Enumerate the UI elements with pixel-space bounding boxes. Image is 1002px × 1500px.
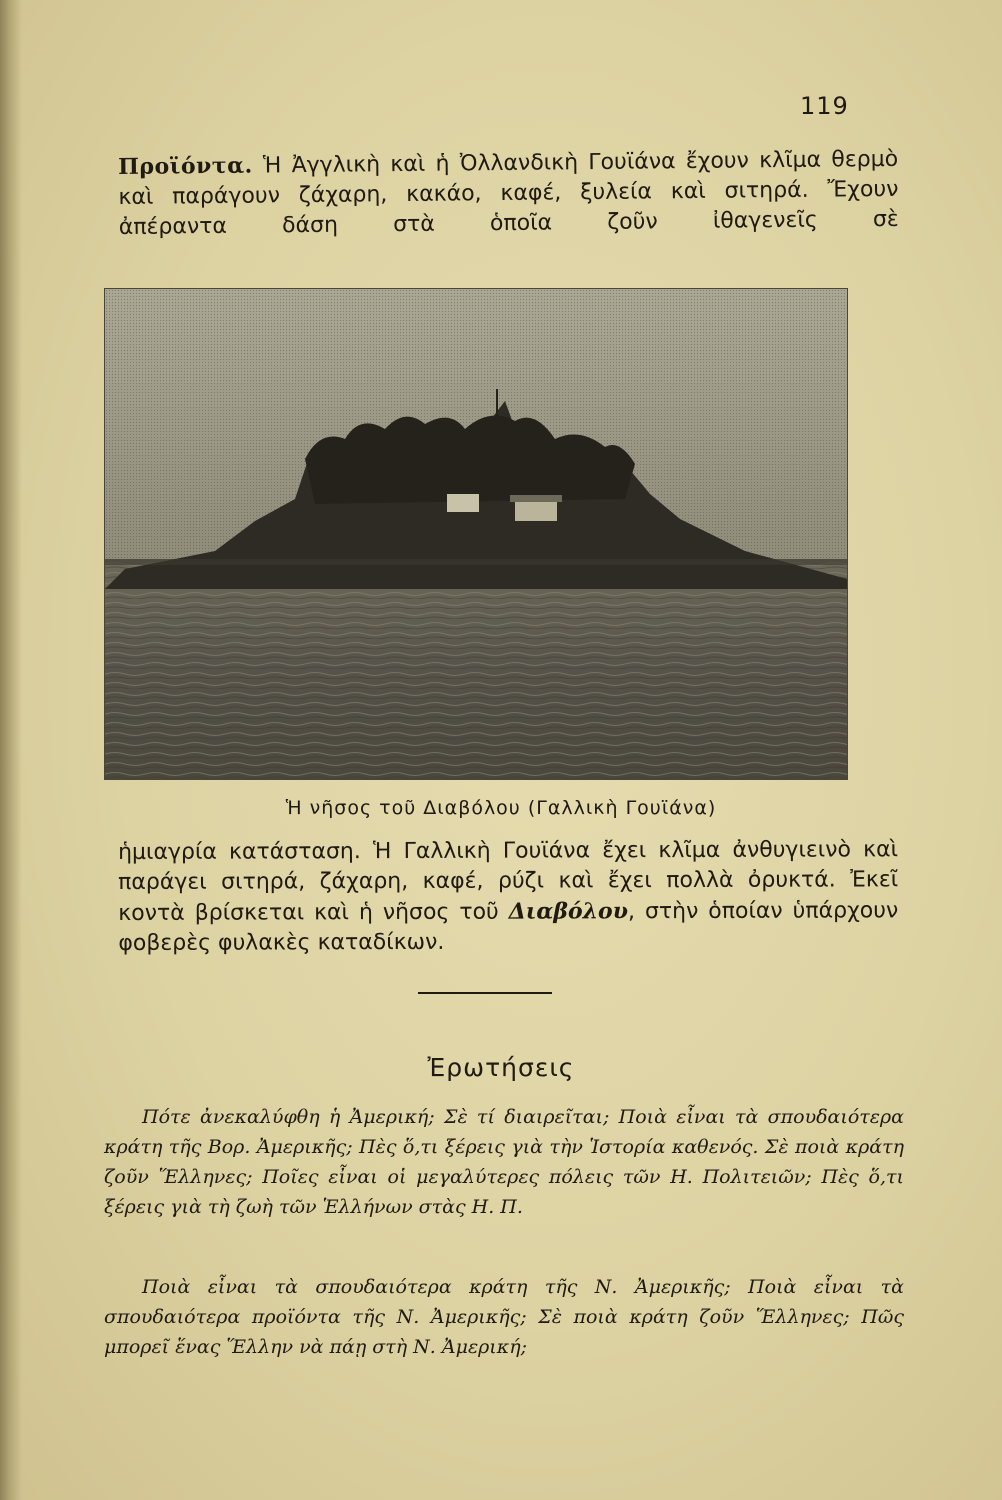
questions-south-america: Ποιὰ εἶναι τὰ σπουδαιότερα κράτη τῆς Ν. Ἀμερικῆς; Ποιὰ εἶναι τὰ σπουδαιότερα προϊόντα τῆς Ν. Ἀμερικῆς; Σὲ ποιὰ κράτη ζοῦν Ἕλληνες; Πῶς μπορεῖ ἕνας Ἕλλην νὰ πάῃ στὴ Ν. Ἀμερική;	[104, 1276, 904, 1358]
questions-north-america: Πότε ἀνεκαλύφθη ἡ Ἀμερική; Σὲ τί διαιρεῖται; Ποιὰ εἶναι τὰ σπουδαιότερα κράτη τῆς Βορ. Ἀμερικῆς; Πὲς ὅ,τι ξέρεις γιὰ τὴν Ἱστορία καθενός. Σὲ ποιὰ κράτη ζοῦν Ἕλληνες; Ποῖες εἶναι οἱ μεγαλύτερες πόλεις τῶν Η. Πολιτειῶν; Πὲς ὅ,τι ξέρεις γιὰ τὴ ζωὴ τῶν Ἑλλήνων στὰς Η. Π.	[104, 1106, 904, 1218]
emphasized-term: Διαβόλου	[508, 898, 629, 925]
photo-caption: Ἡ νῆσος τοῦ Διαβόλου (Γαλλικὴ Γουϊάνα)	[285, 797, 717, 819]
paragraph-french-guiana-text: ἡμιαγρία κατάσταση. Ἡ Γαλλικὴ Γουϊάνα ἔχει κλῖμα ἀνθυγιεινὸ καὶ παράγει σιτηρά, ζάχαρη, καφέ, ρύζι καὶ ἔχει πολλὰ ὀρυκτά. Ἐκεῖ κοντὰ βρίσκεται καὶ ἡ νῆσος τοῦ	[118, 837, 899, 926]
paragraph-products-text: Ἡ Ἀγγλικὴ καὶ ἡ Ὀλλανδικὴ Γουϊάνα ἔχουν κλῖμα θερμὸ καὶ παράγουν ζάχαρη, κακάο, καφέ, ξυλεία καὶ σιτηρά. Ἔχουν ἀπέραντα δάση στὰ ὁποῖα ζοῦν ἰθαγενεῖς σὲ	[118, 146, 899, 240]
paragraph-french-guiana	[118, 835, 898, 959]
section-divider	[418, 992, 552, 994]
questions-heading: Ἐρωτήσεις	[427, 1053, 575, 1082]
paragraph-products	[118, 144, 899, 243]
island-photo	[104, 288, 848, 780]
paragraph-french-guiana-text-end: , στὴν ὁποίαν ὑπάρχουν φοβερὲς φυλακὲς καταδίκων.	[118, 898, 899, 956]
page-binding-edge	[0, 0, 22, 1500]
page-number: 119	[800, 92, 849, 120]
paragraph-lead: Προϊόντα.	[118, 152, 253, 180]
